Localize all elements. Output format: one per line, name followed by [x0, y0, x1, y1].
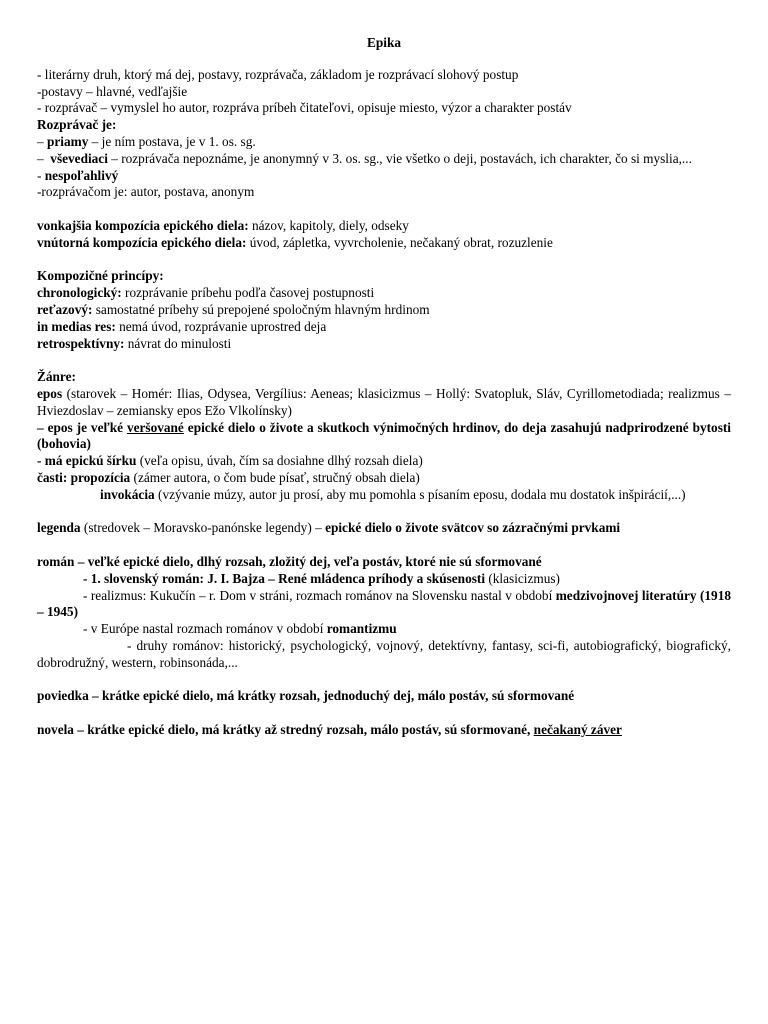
- retro-term: retrospektívny:: [37, 335, 125, 351]
- vseved-text: – rozprávača nepoznáme, je anonymný v 3. os. sg., vie všetko o deji, postavách, ich charakter, čo si myslia,...: [107, 150, 692, 166]
- chain-text: samostatné príbehy sú prepojené spoločným hlavným hrdinom: [92, 301, 430, 317]
- parts-text: (zámer autora, o čom bude písať, stručný obsah diela): [130, 469, 420, 485]
- narrator-priamy: [37, 134, 731, 151]
- genre-legend: [37, 520, 731, 537]
- epos-term: epos: [37, 385, 63, 401]
- invoc-term: invokácia: [100, 486, 155, 502]
- novel-types: [37, 638, 731, 672]
- spacer: [37, 201, 731, 218]
- invoc-text: (vzývanie múzy, autor ju prosí, aby mu pomohla s písaním eposu, dodala mu dostatok inšpirácií,...): [154, 486, 686, 502]
- novel-europe: [37, 621, 731, 638]
- spacer: [37, 671, 731, 688]
- narrator-heading: Rozprávač je:: [37, 117, 117, 133]
- nespol-prefix: -: [37, 167, 45, 183]
- outer-text: názov, kapitoly, diely, odseky: [248, 217, 409, 233]
- page-title: Epika: [366, 35, 401, 50]
- legend-text: (stredovek – Moravsko-panónske legendy) –: [80, 520, 326, 536]
- novel-first: [37, 571, 731, 588]
- legend-term: legenda: [37, 520, 81, 536]
- epos-text: (starovek – Homér: Ilias, Odysea, Vergílius: Aeneas; klasicizmus – Hollý: Svatopluk, Sláv, Cyrillometodiada; realizmus – Hviezdoslav – zemiansky epos Ežo Vlkolínsky): [37, 385, 731, 418]
- novel-europe-a: - v Európe nastal rozmach románov v období: [83, 621, 327, 637]
- epos-invocation: [37, 487, 731, 504]
- priamy-prefix: –: [37, 133, 47, 149]
- chrono-text: rozprávanie príbehu podľa časovej postupnosti: [121, 285, 375, 301]
- genre-epos: [37, 386, 731, 420]
- epos-width: [37, 453, 731, 470]
- novel-first-era: (klasicizmus): [485, 570, 560, 586]
- principles-heading: Kompozičné princípy:: [37, 268, 164, 284]
- novel-realism: [37, 588, 731, 622]
- genre-novella: [37, 722, 731, 739]
- principle-retro: [37, 336, 731, 353]
- novel-first-title: - 1. slovenský román: J. I. Bajza – René mládenca príhody a skúsenosti: [83, 570, 486, 586]
- genres-heading: Žánre:: [37, 369, 76, 385]
- spacer: [37, 537, 731, 554]
- document-page: [37, 35, 731, 739]
- retro-text: návrat do minulosti: [124, 335, 232, 351]
- principle-chain: [37, 302, 731, 319]
- inner-term: vnútorná kompozícia epického diela:: [37, 234, 247, 250]
- intro-line-2: -postavy – hlavné, vedľajšie: [37, 83, 188, 99]
- narrator-nespol: [37, 168, 731, 185]
- epos-def-b: epické dielo o živote a skutkoch výnimočných hrdinov, do deja zasahujú nadprirodzené bytosti (bohovia): [37, 419, 731, 452]
- novella-def: novela – krátke epické dielo, má krátky až stredný rozsah, málo postáv, sú sformované,: [37, 721, 534, 737]
- spacer: [37, 252, 731, 269]
- nespol-term: nespoľahlivý: [44, 167, 119, 183]
- genre-story: poviedka – krátke epické dielo, má krátky rozsah, jednoduchý dej, málo postáv, sú sformované: [37, 688, 575, 704]
- vseved-prefix: –: [37, 150, 51, 166]
- novel-real-a: - realizmus: Kukučín – r. Dom v stráni, rozmach románov na Slovensku nastal v období: [83, 587, 556, 603]
- vseved-term: vševediaci: [50, 150, 108, 166]
- novel-europe-b: romantizmu: [326, 621, 397, 637]
- parts-term: časti: propozícia: [37, 469, 131, 485]
- spacer: [37, 504, 731, 521]
- novel-types-text: - druhy románov: historický, psychologický, vojnový, detektívny, fantasy, sci-fi, autobiografický, biografický, dobrodružný, western, robinsonáda,...: [37, 637, 731, 670]
- genre-novel: román – veľké epické dielo, dlhý rozsah, zložitý dej, veľa postáv, ktoré nie sú sformované: [37, 553, 542, 569]
- outer-term: vonkajšia kompozícia epického diela:: [37, 217, 249, 233]
- chrono-term: chronologický:: [37, 285, 122, 301]
- chain-term: reťazový:: [37, 301, 93, 317]
- spacer: [37, 352, 731, 369]
- novel-real-b: medzivojnovej literatúry (1918 – 1945): [37, 587, 731, 620]
- principle-medias: [37, 319, 731, 336]
- inner-text: úvod, zápletka, vyvrcholenie, nečakaný obrat, rozuzlenie: [246, 234, 553, 250]
- width-term: - má epickú šírku: [37, 453, 137, 469]
- epos-parts: [37, 470, 731, 487]
- spacer: [37, 705, 731, 722]
- inner-composition: [37, 235, 731, 252]
- priamy-text: – je ním postava, je v 1. os. sg.: [88, 133, 256, 149]
- novella-underlined: nečakaný záver: [533, 721, 622, 737]
- intro-line-3: - rozprávač – vymyslel ho autor, rozpráva príbeh čitateľovi, opisuje miesto, výzor a charakter postáv: [37, 100, 572, 116]
- width-text: (veľa opisu, úvah, čím sa dosiahne dlhý rozsah diela): [136, 453, 423, 469]
- epos-def-a: – epos je veľké: [37, 419, 127, 435]
- epos-def-underlined: veršované: [126, 419, 184, 435]
- principle-chrono: [37, 285, 731, 302]
- intro-line-1: - literárny druh, ktorý má dej, postavy, rozprávača, základom je rozprávací slohový postup: [37, 66, 519, 82]
- legend-def: epické dielo o živote svätcov so zázračnými prvkami: [325, 520, 621, 536]
- narrator-list: -rozprávačom je: autor, postava, anonym: [37, 184, 255, 200]
- epos-definition: [37, 420, 731, 454]
- medias-term: in medias res:: [37, 318, 116, 334]
- priamy-term: priamy: [46, 133, 89, 149]
- narrator-vseved: [37, 151, 731, 168]
- outer-composition: [37, 218, 731, 235]
- medias-text: nemá úvod, rozprávanie uprostred deja: [115, 318, 327, 334]
